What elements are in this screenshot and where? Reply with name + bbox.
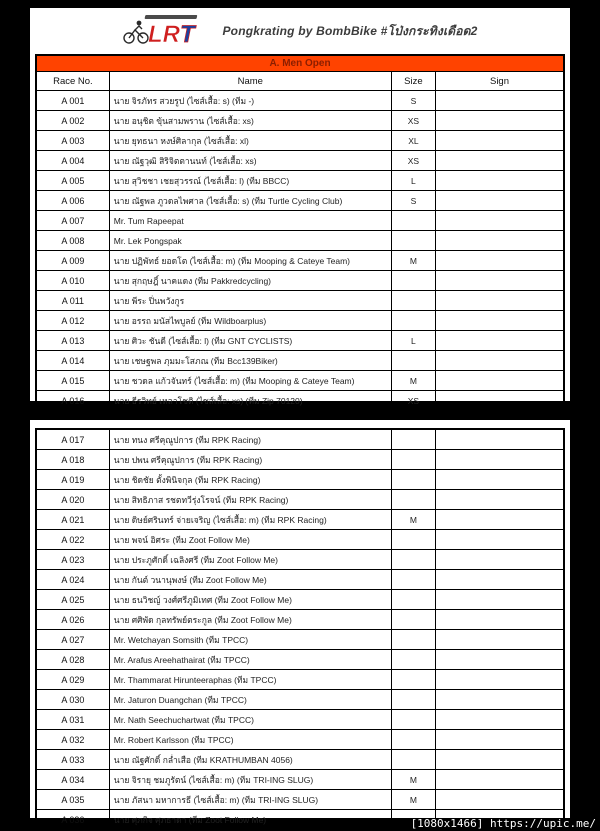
- sign-cell: [435, 131, 564, 151]
- table-row: [36, 550, 564, 570]
- name-cell: นาย ศุภกิจ ศุภธาดา (ทีม Zoot Follow Me): [109, 810, 391, 831]
- size-cell: [391, 429, 435, 450]
- results-table-page1: [35, 54, 565, 412]
- sign-cell: [435, 470, 564, 490]
- name-cell: นาย สุวิชชา เชยสุวรรณ์ (ไซส์เสื้อ: l) (ทีม BBCC): [109, 171, 391, 191]
- size-cell: XS: [391, 111, 435, 131]
- race-no-cell: A 002: [36, 111, 109, 131]
- table-row: [36, 710, 564, 730]
- section-title: A. Men Open: [36, 55, 564, 72]
- size-cell: L: [391, 171, 435, 191]
- table-row: [36, 251, 564, 271]
- team-logo: [122, 12, 210, 51]
- race-no-cell: A 026: [36, 610, 109, 630]
- sign-cell: [435, 590, 564, 610]
- size-cell: M: [391, 371, 435, 391]
- name-cell: นาย ชิดชัย ตั้งพินิจกุล (ทีม RPK Racing): [109, 470, 391, 490]
- table-row: [36, 770, 564, 790]
- column-header-name: Name: [109, 72, 391, 91]
- race-no-cell: A 027: [36, 630, 109, 650]
- race-no-cell: A 011: [36, 291, 109, 311]
- name-cell: Mr. Arafus Areehathairat (ทีม TPCC): [109, 650, 391, 670]
- size-cell: [391, 650, 435, 670]
- name-cell: นาย ณัฐพล ภูวดลไพศาล (ไซส์เสื้อ: s) (ทีม Turtle Cycling Club): [109, 191, 391, 211]
- size-cell: [391, 311, 435, 331]
- table-row: [36, 271, 564, 291]
- race-no-cell: A 018: [36, 450, 109, 470]
- size-cell: [391, 211, 435, 231]
- race-no-cell: A 014: [36, 351, 109, 371]
- sign-cell: [435, 291, 564, 311]
- table-row: [36, 750, 564, 770]
- size-cell: [391, 670, 435, 690]
- name-cell: นาย ศศิพัด กุลทรัพย์ตระกูล (ทีม Zoot Follow Me): [109, 610, 391, 630]
- sign-cell: [435, 111, 564, 131]
- race-no-cell: A 003: [36, 131, 109, 151]
- sign-cell: [435, 311, 564, 331]
- race-no-cell: A 035: [36, 790, 109, 810]
- sign-cell: [435, 450, 564, 470]
- sign-cell: [435, 429, 564, 450]
- size-cell: [391, 710, 435, 730]
- table-row: [36, 151, 564, 171]
- race-no-cell: A 005: [36, 171, 109, 191]
- table-row: [36, 371, 564, 391]
- size-cell: XL: [391, 131, 435, 151]
- table-row: [36, 231, 564, 251]
- name-cell: นาย พจน์ อิศระ (ทีม Zoot Follow Me): [109, 530, 391, 550]
- race-no-cell: A 024: [36, 570, 109, 590]
- name-cell: นาย ทนง ศรีคุณูปการ (ทีม RPK Racing): [109, 429, 391, 450]
- size-cell: [391, 490, 435, 510]
- sign-cell: [435, 91, 564, 111]
- race-no-cell: A 020: [36, 490, 109, 510]
- table-row: [36, 131, 564, 151]
- table-row: [36, 191, 564, 211]
- race-no-cell: A 016: [36, 391, 109, 412]
- race-no-cell: A 022: [36, 530, 109, 550]
- name-cell: Mr. Nath Seechuchartwat (ทีม TPCC): [109, 710, 391, 730]
- column-header-sign: Sign: [435, 72, 564, 91]
- sign-cell: [435, 650, 564, 670]
- table-row: [36, 530, 564, 550]
- column-header-size: Size: [391, 72, 435, 91]
- table-row: [36, 510, 564, 530]
- size-cell: XS: [391, 151, 435, 171]
- table-row: [36, 171, 564, 191]
- table-row: [36, 630, 564, 650]
- name-cell: นาย สุกฤษฎิ์ นาคแดง (ทีม Pakkredcycling): [109, 271, 391, 291]
- race-no-cell: A 004: [36, 151, 109, 171]
- size-cell: L: [391, 331, 435, 351]
- size-cell: [391, 570, 435, 590]
- sign-cell: [435, 331, 564, 351]
- size-cell: M: [391, 770, 435, 790]
- name-cell: นาย ปฏิพัทธ์ ยอดโต (ไซส์เสื้อ: m) (ทีม Mooping & Cateye Team): [109, 251, 391, 271]
- size-cell: [391, 630, 435, 650]
- race-no-cell: A 015: [36, 371, 109, 391]
- size-cell: [391, 351, 435, 371]
- sign-cell: [435, 191, 564, 211]
- sign-cell: [435, 391, 564, 412]
- page-1: [30, 8, 570, 406]
- name-cell: นาย สิทธิภาส รชตทวีรุ่งโรจน์ (ทีม RPK Racing): [109, 490, 391, 510]
- race-no-cell: A 001: [36, 91, 109, 111]
- sign-cell: [435, 710, 564, 730]
- name-cell: นาย กันต์ วนานุพงษ์ (ทีม Zoot Follow Me): [109, 570, 391, 590]
- sign-cell: [435, 630, 564, 650]
- name-cell: นาย จิรายุ ชมภูรัตน์ (ไซส์เสื้อ: m) (ทีม TRI-ING SLUG): [109, 770, 391, 790]
- size-cell: XS: [391, 391, 435, 412]
- name-cell: นาย ณัฐศักดิ์ กล่ำเสือ (ทีม KRATHUMBAN 4056): [109, 750, 391, 770]
- name-cell: นาย ธีรวิทย์ เหลาโชติ (ไซส์เสื้อ: xs) (ทีม Zip 70120): [109, 391, 391, 412]
- cyclist-icon: [124, 26, 148, 43]
- sign-cell: [435, 670, 564, 690]
- race-no-cell: A 007: [36, 211, 109, 231]
- size-cell: [391, 730, 435, 750]
- size-cell: [391, 590, 435, 610]
- race-no-cell: A 028: [36, 650, 109, 670]
- table-row: [36, 590, 564, 610]
- name-cell: นาย ณัฐวุฒิ สิริจิตตานนท์ (ไซส์เสื้อ: xs): [109, 151, 391, 171]
- name-cell: นาย ชวดล แก้วจันทร์ (ไซส์เสื้อ: m) (ทีม Mooping & Cateye Team): [109, 371, 391, 391]
- race-no-cell: A 023: [36, 550, 109, 570]
- table-row: [36, 790, 564, 810]
- name-cell: นาย จิรภัทร สวยรูป (ไซส์เสื้อ: s) (ทีม -): [109, 91, 391, 111]
- size-cell: M: [391, 510, 435, 530]
- sign-cell: [435, 550, 564, 570]
- table-row: [36, 470, 564, 490]
- sign-cell: [435, 351, 564, 371]
- size-cell: [391, 470, 435, 490]
- name-cell: นาย ดิษย์ศรินทร์ จ่ายเจริญ (ไซส์เสื้อ: m) (ทีม RPK Racing): [109, 510, 391, 530]
- table-row: [36, 291, 564, 311]
- table-row: [36, 91, 564, 111]
- sign-cell: [435, 690, 564, 710]
- sign-cell: [435, 750, 564, 770]
- name-cell: Mr. Lek Pongspak: [109, 231, 391, 251]
- sign-cell: [435, 530, 564, 550]
- race-no-cell: A 019: [36, 470, 109, 490]
- sign-cell: [435, 770, 564, 790]
- column-header-race-no: Race No.: [36, 72, 109, 91]
- brand-header: [30, 8, 570, 54]
- logo-topline: [145, 15, 198, 19]
- sign-cell: [435, 490, 564, 510]
- name-cell: นาย ภัสนา มหาการธี (ไซส์เสื้อ: m) (ทีม TRI-ING SLUG): [109, 790, 391, 810]
- column-header-row: [36, 72, 564, 91]
- table-row: [36, 650, 564, 670]
- name-cell: นาย ศิวะ ชันดี (ไซส์เสื้อ: l) (ทีม GNT CYCLISTS): [109, 331, 391, 351]
- race-no-cell: A 017: [36, 429, 109, 450]
- table-row: [36, 211, 564, 231]
- size-cell: [391, 291, 435, 311]
- size-cell: [391, 550, 435, 570]
- sign-cell: [435, 570, 564, 590]
- table-row: [36, 429, 564, 450]
- section-header-row: [36, 55, 564, 72]
- sign-cell: [435, 610, 564, 630]
- size-cell: [391, 450, 435, 470]
- sign-cell: [435, 510, 564, 530]
- race-no-cell: A 029: [36, 670, 109, 690]
- race-no-cell: A 025: [36, 590, 109, 610]
- name-cell: นาย ยุทธนา หงษ์ศิลากุล (ไซส์เสื้อ: xl): [109, 131, 391, 151]
- race-no-cell: A 030: [36, 690, 109, 710]
- sign-cell: [435, 271, 564, 291]
- cyclist-head: [137, 20, 142, 25]
- table-row: [36, 730, 564, 750]
- page-title: Pongkrating by BombBike #โป่งกระทิงเดือด2: [222, 23, 478, 38]
- race-no-cell: A 010: [36, 271, 109, 291]
- table-row: [36, 570, 564, 590]
- sign-cell: [435, 151, 564, 171]
- race-no-cell: A 006: [36, 191, 109, 211]
- watermark: [1080x1466] https://upic.me/: [410, 817, 596, 830]
- size-cell: [391, 231, 435, 251]
- results-table-page2: [35, 428, 565, 831]
- table-row: [36, 690, 564, 710]
- sign-cell: [435, 790, 564, 810]
- race-no-cell: A 021: [36, 510, 109, 530]
- name-cell: นาย ประภูศักดิ์ เฉลิงศรี (ทีม Zoot Follow Me): [109, 550, 391, 570]
- logo-letters-red: LR: [148, 20, 181, 46]
- name-cell: นาย อรรถ มนัสไพบูลย์ (ทีม Wildboarplus): [109, 311, 391, 331]
- size-cell: [391, 690, 435, 710]
- sign-cell: [435, 371, 564, 391]
- size-cell: S: [391, 91, 435, 111]
- race-no-cell: A 033: [36, 750, 109, 770]
- name-cell: Mr. Thammarat Hirunteeraphas (ทีม TPCC): [109, 670, 391, 690]
- race-no-cell: A 032: [36, 730, 109, 750]
- size-cell: [391, 271, 435, 291]
- table-row: [36, 311, 564, 331]
- cyclist-logo-icon: [122, 12, 210, 46]
- sign-cell: [435, 211, 564, 231]
- race-no-cell: A 008: [36, 231, 109, 251]
- race-no-cell: A 012: [36, 311, 109, 331]
- table-row: [36, 111, 564, 131]
- name-cell: Mr. Jaturon Duangchan (ทีม TPCC): [109, 690, 391, 710]
- size-cell: [391, 530, 435, 550]
- sign-cell: [435, 730, 564, 750]
- race-no-cell: A 013: [36, 331, 109, 351]
- name-cell: นาย ปพน ศรีคุณูปการ (ทีม RPK Racing): [109, 450, 391, 470]
- table-row: [36, 351, 564, 371]
- size-cell: [391, 750, 435, 770]
- name-cell: Mr. Wetchayan Somsith (ทีม TPCC): [109, 630, 391, 650]
- name-cell: Mr. Tum Rapeepat: [109, 211, 391, 231]
- name-cell: นาย ธนวิชญ์ วงศ์ศรีภูมิเทศ (ทีม Zoot Follow Me): [109, 590, 391, 610]
- table-row: [36, 391, 564, 412]
- table-row: [36, 610, 564, 630]
- sign-cell: [435, 171, 564, 191]
- sign-cell: [435, 251, 564, 271]
- table-row: [36, 331, 564, 351]
- name-cell: Mr. Robert Karlsson (ทีม TPCC): [109, 730, 391, 750]
- size-cell: M: [391, 790, 435, 810]
- size-cell: M: [391, 251, 435, 271]
- table-row: [36, 490, 564, 510]
- size-cell: [391, 610, 435, 630]
- size-cell: S: [391, 191, 435, 211]
- table-row: [36, 670, 564, 690]
- name-cell: นาย อนุชิต ขุ้นสามพราน (ไซส์เสื้อ: xs): [109, 111, 391, 131]
- race-no-cell: A 031: [36, 710, 109, 730]
- logo-letter-blue: T: [180, 20, 196, 46]
- race-no-cell: A 034: [36, 770, 109, 790]
- race-no-cell: A 009: [36, 251, 109, 271]
- race-no-cell: A 036: [36, 810, 109, 831]
- table-row: [36, 450, 564, 470]
- name-cell: นาย พีระ ปิ่นพวังกูร: [109, 291, 391, 311]
- sign-cell: [435, 231, 564, 251]
- name-cell: นาย เชษฐพล ภุมมะโสภณ (ทีม Bcc139Biker): [109, 351, 391, 371]
